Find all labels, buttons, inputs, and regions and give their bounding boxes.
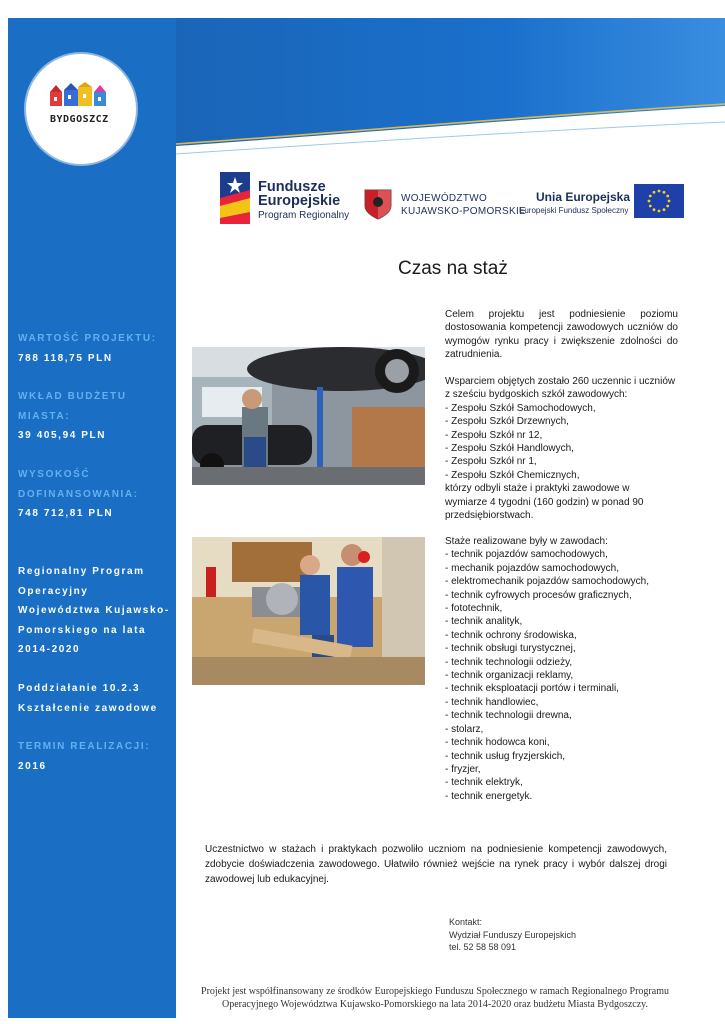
houses-icon <box>44 82 118 112</box>
trades-line: - technik obsługi turystycznej, <box>445 643 576 655</box>
header-band <box>176 18 725 166</box>
support-line: - Zespołu Szkół Chemicznych, <box>445 469 580 481</box>
trades-line: - technik eksploatacji portów i terminali, <box>445 683 619 695</box>
fundusze-flag-icon <box>220 172 250 224</box>
trades-line: - technik energetyk. <box>445 790 533 802</box>
cofinancing-label-2: DOFINANSOWANIA: <box>18 488 139 500</box>
trades-line: - technik usług fryzjerskich, <box>445 750 566 762</box>
support-line: Wsparciem objętych zostało 260 uczennic i uczniów <box>445 376 676 387</box>
fe-line1: Fundusze <box>258 179 326 195</box>
logo-text: BYDGOSZCZ <box>50 114 109 125</box>
project-value-block <box>18 329 157 368</box>
eu-flag-icon <box>634 184 684 218</box>
contact-phone: tel. 52 58 58 091 <box>449 942 517 952</box>
trades-line: - stolarz, <box>445 723 484 735</box>
program-line-5: 2014-2020 <box>18 644 81 655</box>
photo-garage <box>192 347 425 485</box>
support-line: przedsiębiorstwach. <box>445 510 534 522</box>
contact-block <box>449 916 576 954</box>
trades-list <box>445 535 649 803</box>
trades-line: - technik elektryk, <box>445 777 523 789</box>
city-budget-label-1: WKŁAD BUDŻETU <box>18 391 127 402</box>
trades-line: Staże realizowane były w zawodach: <box>445 536 608 547</box>
city-budget-label-2: MIASTA: <box>18 410 71 422</box>
trades-line: - mechanik pojazdów samochodowych, <box>445 562 619 574</box>
eu-sub: Europejski Fundusz Społeczny <box>519 206 629 215</box>
contact-dept: Wydział Funduszy Europejskich <box>449 929 576 940</box>
term-label: TERMIN REALIZACJI: <box>18 741 151 752</box>
woj-line1: WOJEWÓDZTWO <box>401 193 488 204</box>
garage-image <box>192 347 425 485</box>
subaction-block <box>18 679 158 718</box>
subaction-line-2: Kształcenie zawodowe <box>18 702 158 714</box>
footer-line-2: Operacyjnego Województwa Kujawsko-Pomorskiego na lata 2014-2020 oraz budżetu Miasta Bydgoszczy. <box>221 998 649 1010</box>
woj-line2: KUJAWSKO-POMORSKIE <box>401 206 527 217</box>
cofinancing-block <box>18 465 139 524</box>
program-line-3: Województwa Kujawsko- <box>18 605 170 616</box>
trades-line: - technik cyfrowych procesów graficznych, <box>445 589 632 601</box>
header-swoosh <box>176 18 725 166</box>
voivodeship-text <box>401 192 526 218</box>
partner-logos <box>220 172 690 228</box>
support-line: z sześciu bydgoskich szkół zawodowych: <box>445 389 628 401</box>
trades-line: - technik hodowca koni, <box>445 737 550 749</box>
project-value-label: WARTOŚĆ PROJEKTU: <box>18 333 157 344</box>
cofinancing-label-1: WYSOKOŚĆ <box>18 469 91 480</box>
trades-line: - technik analityk, <box>445 616 523 628</box>
support-line: - Zespołu Szkół nr 1, <box>445 456 537 468</box>
fundusze-logo-text <box>258 180 340 208</box>
support-line: - Zespołu Szkół Samochodowych, <box>445 402 596 414</box>
cofinancing-value: 748 712,81 PLN <box>18 508 114 519</box>
city-logo <box>26 54 136 164</box>
support-list <box>445 375 675 522</box>
project-value: 788 118,75 PLN <box>18 352 113 364</box>
subaction-line-1: Poddziałanie 10.2.3 <box>18 683 141 694</box>
support-line: - Zespołu Szkół Drzewnych, <box>445 416 569 428</box>
support-line: którzy odbyli staże i praktyki zawodowe w <box>445 483 630 495</box>
trades-line: - technik handlowiec, <box>445 696 539 708</box>
intro-text: Celem projektu jest podniesienie poziomu dostosowania kompetencji zawodowych uczniów do wymogów rynku pracy i zwiększenie zdolności do zatrudnienia. <box>445 309 678 361</box>
voivodeship-crest-icon <box>363 188 393 220</box>
term-block <box>18 737 150 776</box>
city-budget-value: 39 405,94 PLN <box>18 430 107 441</box>
fe-line2: Europejskie <box>258 193 341 209</box>
trades-line: - fototechnik, <box>445 603 503 615</box>
trades-line: - elektromechanik pojazdów samochodowych, <box>445 576 649 588</box>
footer-line-1: Projekt jest współfinansowany ze środków Europejskiego Funduszu Społecznego w ramach Regionalnego Programu <box>201 986 669 997</box>
fe-sub: Program Regionalny <box>258 210 350 221</box>
conclusion-text: Uczestnictwo w stażach i praktykach pozwoliło uczniom na podniesienie kompetencji zawodowych, zdobycie doświadczenia zawodowego. Ułatwiło również wejście na rynek pracy i wybór dalszej drogi zawodowej lub edukacyjnej. <box>205 844 667 885</box>
eu-title: Unia Europejska <box>536 190 631 204</box>
support-line: - Zespołu Szkół nr 12, <box>445 429 543 441</box>
trades-line: - technik ochrony środowiska, <box>445 629 577 641</box>
program-line-2: Operacyjny <box>18 585 89 597</box>
program-block <box>18 562 170 660</box>
contact-label: Kontakt: <box>449 917 483 927</box>
city-budget-block <box>18 387 127 446</box>
trades-line: - technik technologii odzieży, <box>445 656 573 668</box>
term-value: 2016 <box>18 760 47 772</box>
program-line-1: Regionalny Program <box>18 566 145 577</box>
trades-line: - technik technologii drewna, <box>445 710 572 722</box>
trades-line: - fryzjer, <box>445 763 481 775</box>
photo-workshop <box>192 537 425 685</box>
support-line: wymiarze 4 tygodni (160 godzin) w ponad 90 <box>445 496 644 508</box>
support-line: - Zespołu Szkół Handlowych, <box>445 443 574 455</box>
program-line-4: Pomorskiego na lata <box>18 624 147 636</box>
trades-line: - technik pojazdów samochodowych, <box>445 549 608 561</box>
footer-note <box>200 986 670 1011</box>
trades-line: - technik organizacji reklamy, <box>445 670 574 682</box>
page-title: Czas na staż <box>398 258 508 279</box>
workshop-image <box>192 537 425 685</box>
